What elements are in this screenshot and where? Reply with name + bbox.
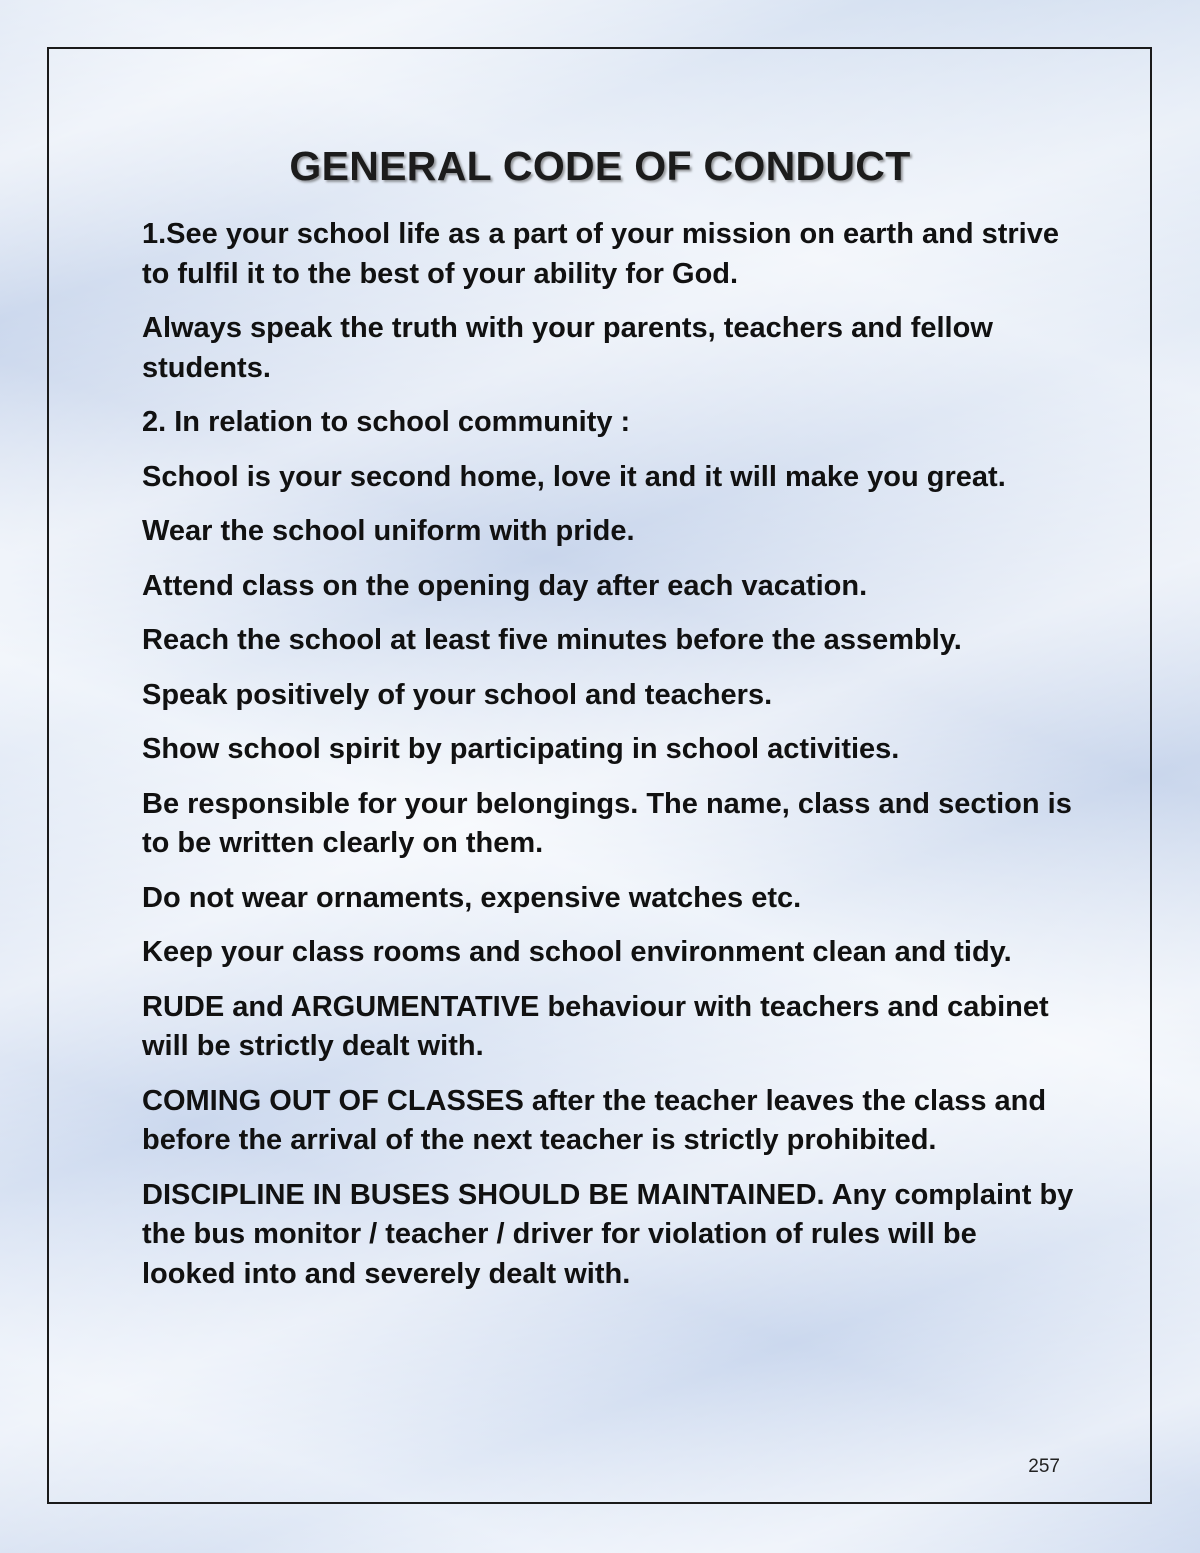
page-title: GENERAL CODE OF CONDUCT [289, 143, 911, 189]
rule-paragraph: Reach the school at least five minutes before the assembly. [142, 624, 962, 656]
rule-paragraph: Always speak the truth with your parents, teachers and fellow students. [142, 312, 993, 384]
rule-paragraph: RUDE and ARGUMENTATIVE behaviour with teachers and cabinet will be strictly dealt with. [142, 990, 1049, 1062]
rule-paragraph: School is your second home, love it and it will make you great. [142, 460, 1006, 493]
rule-paragraph: Keep your class rooms and school environment clean and tidy. [142, 936, 1012, 968]
rule-paragraph: Speak positively of your school and teachers. [142, 678, 773, 711]
rule-paragraph: Wear the school uniform with pride. [142, 515, 635, 547]
rule-paragraph: Be responsible for your belongings. The name, class and section is to be written clearly on them. [142, 787, 1072, 859]
page-number: 257 [1028, 1456, 1060, 1477]
rule-paragraph: Attend class on the opening day after each vacation. [142, 569, 868, 602]
rule-paragraph: COMING OUT OF CLASSES after the teacher leaves the class and before the arrival of the next teacher is strictly prohibited. [142, 1084, 1047, 1156]
rule-paragraph: Show school spirit by participating in school activities. [142, 733, 900, 765]
rule-paragraph: Do not wear ornaments, expensive watches etc. [142, 881, 802, 914]
section-heading: 2. In relation to school community : [142, 406, 631, 438]
rule-paragraph: DISCIPLINE IN BUSES SHOULD BE MAINTAINED. Any complaint by the bus monitor / teacher / driver for violation of rules will be looked into and severely dealt with. [142, 1178, 1074, 1290]
rules-list [142, 215, 1077, 1309]
rule-paragraph: 1.See your school life as a part of your mission on earth and strive to fulfil it to the best of your ability for God. [142, 218, 1059, 290]
